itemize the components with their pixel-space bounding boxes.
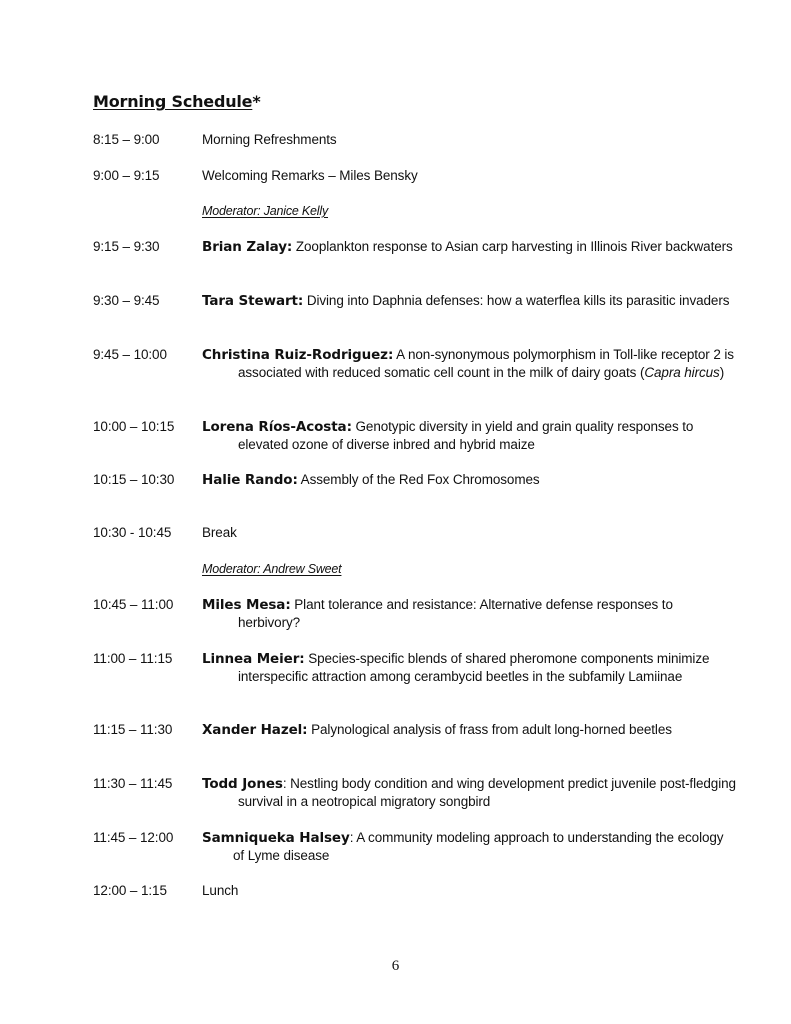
talk-title: Species-specific blends of shared pheromone components minimize interspecific attraction among cerambycid beetles in the subfamily Lamiinae bbox=[238, 651, 710, 684]
moderator-label: Moderator: Andrew Sweet bbox=[202, 562, 342, 576]
talk-title: Plant tolerance and resistance: Alternative defense responses to herbivory? bbox=[238, 597, 673, 630]
talk-title-end: ) bbox=[719, 365, 725, 380]
session-text: Lunch bbox=[202, 883, 239, 898]
talk-entry bbox=[202, 721, 738, 739]
talk-title: A non-synonymous polymorphism in Toll-like receptor 2 is associated with reduced somatic cell count in the milk of dairy goats ( bbox=[238, 347, 734, 380]
time-slot: 12:00 – 1:15 bbox=[93, 883, 167, 898]
time-slot: 11:00 – 11:15 bbox=[93, 651, 173, 666]
talk-entry bbox=[202, 775, 738, 811]
time-slot: 10:45 – 11:00 bbox=[93, 597, 174, 612]
talk-entry bbox=[202, 292, 738, 310]
time-slot: 8:15 – 9:00 bbox=[93, 132, 160, 147]
talk-entry bbox=[202, 346, 738, 382]
session-text: Welcoming Remarks – Miles Bensky bbox=[202, 168, 418, 183]
talk-entry bbox=[202, 471, 738, 489]
time-slot: 10:00 – 10:15 bbox=[93, 419, 175, 434]
talk-title: : Nestling body condition and wing development predict juvenile post-fledging survival in a neotropical migratory songbird bbox=[238, 776, 736, 809]
time-slot: 9:15 – 9:30 bbox=[93, 239, 160, 254]
speaker-name: Miles Mesa: bbox=[202, 597, 291, 613]
speaker-name: Brian Zalay: bbox=[202, 239, 293, 255]
talk-entry bbox=[202, 418, 738, 454]
talk-title: Genotypic diversity in yield and grain quality responses to elevated ozone of diverse inbred and hybrid maize bbox=[238, 419, 694, 452]
time-slot: 9:30 – 9:45 bbox=[93, 293, 160, 308]
talk-entry bbox=[202, 650, 738, 686]
time-slot: 11:45 – 12:00 bbox=[93, 830, 174, 845]
speaker-name: Christina Ruiz-Rodriguez: bbox=[202, 347, 394, 363]
time-slot: 9:00 – 9:15 bbox=[93, 168, 160, 183]
talk-entry bbox=[202, 238, 738, 256]
title-text: Morning Schedule bbox=[93, 92, 253, 111]
talk-entry bbox=[202, 596, 738, 632]
session-entry bbox=[202, 882, 702, 900]
session-entry bbox=[202, 131, 702, 149]
time-slot: 10:30 - 10:45 bbox=[93, 525, 172, 540]
time-slot: 11:30 – 11:45 bbox=[93, 776, 173, 791]
session-entry bbox=[202, 167, 702, 185]
page-title bbox=[93, 92, 261, 111]
title-asterisk: * bbox=[252, 92, 261, 111]
talk-title: Zooplankton response to Asian carp harvesting in Illinois River backwaters bbox=[292, 239, 733, 254]
speaker-name: Lorena Ríos-Acosta: bbox=[202, 419, 352, 435]
talk-title: Diving into Daphnia defenses: how a waterflea kills its parasitic invaders bbox=[303, 293, 730, 308]
speaker-name: Xander Hazel: bbox=[202, 722, 308, 738]
time-slot: 11:15 – 11:30 bbox=[93, 722, 173, 737]
talk-title: : A community modeling approach to understanding the ecology of Lyme disease bbox=[233, 830, 724, 863]
speaker-name: Halie Rando: bbox=[202, 472, 298, 488]
page-number: 6 bbox=[391, 958, 400, 974]
session-text: Break bbox=[202, 525, 237, 540]
moderator-label: Moderator: Janice Kelly bbox=[202, 204, 329, 218]
talk-title: Assembly of the Red Fox Chromosomes bbox=[297, 472, 540, 487]
speaker-name: Samniqueka Halsey bbox=[202, 830, 350, 846]
talk-title: Palynological analysis of frass from adult long-horned beetles bbox=[307, 722, 672, 737]
session-text: Morning Refreshments bbox=[202, 132, 337, 147]
speaker-name: Todd Jones bbox=[202, 776, 283, 792]
talk-entry bbox=[202, 829, 733, 865]
speaker-name: Tara Stewart: bbox=[202, 293, 304, 309]
time-slot: 10:15 – 10:30 bbox=[93, 472, 175, 487]
species-name: Capra hircus bbox=[644, 365, 720, 380]
session-entry bbox=[202, 524, 702, 542]
time-slot: 9:45 – 10:00 bbox=[93, 347, 167, 362]
speaker-name: Linnea Meier: bbox=[202, 651, 305, 667]
